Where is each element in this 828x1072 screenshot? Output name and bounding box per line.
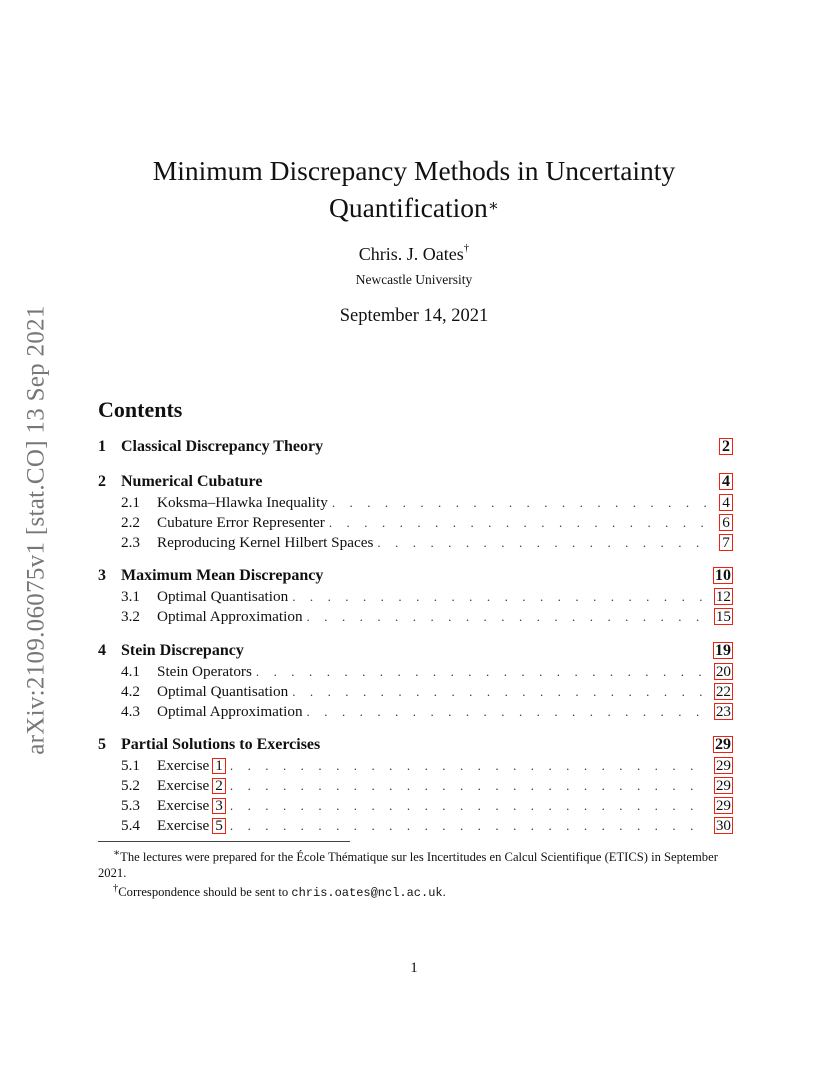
toc-subsection-number: 4.3: [121, 702, 140, 720]
toc-section-entry[interactable]: [98, 736, 733, 757]
toc-section-number: 5: [98, 736, 106, 754]
dot-leaders: [307, 704, 704, 720]
dot-leaders: [230, 778, 704, 794]
toc-subsection-entry[interactable]: [98, 514, 733, 534]
toc-section-entry[interactable]: [98, 567, 733, 588]
toc-subsection-entry[interactable]: [98, 534, 733, 554]
toc-subsection-title: Optimal Quantisation: [157, 682, 289, 700]
footnote-1: [98, 846, 734, 881]
footnote-1-mark: ∗: [113, 848, 121, 859]
toc-page-link[interactable]: 30: [715, 816, 731, 834]
footnotes: [98, 846, 734, 901]
toc-subsection-title: Cubature Error Representer: [157, 513, 325, 531]
toc-section: [98, 736, 733, 836]
toc-section-title: Stein Discrepancy: [121, 641, 244, 659]
toc-subsection-title: Optimal Quantisation: [157, 588, 289, 606]
correspondence-email[interactable]: chris.oates@ncl.ac.uk: [291, 886, 443, 901]
toc-subsection-number: 2.2: [121, 513, 140, 531]
toc-section-number: 3: [98, 567, 106, 585]
footnote-2: [98, 881, 734, 901]
toc-subsection-number: 4.2: [121, 682, 140, 700]
author-name: [0, 244, 828, 265]
title-line-1: Minimum Discrepancy Methods in Uncertainty: [152, 155, 676, 186]
contents-heading: Contents: [98, 397, 183, 422]
dot-leaders: [377, 535, 709, 551]
toc-subsection-number: 3.1: [121, 588, 140, 606]
paper-date: September 14, 2021: [339, 306, 489, 326]
toc-subsection-entry[interactable]: [98, 608, 733, 628]
toc-section-number: 4: [98, 641, 106, 659]
toc-page-link[interactable]: 19: [715, 641, 731, 659]
toc-page-link[interactable]: 29: [715, 777, 731, 795]
toc-section-entry[interactable]: [98, 438, 733, 459]
toc-page-link[interactable]: 29: [715, 736, 731, 754]
toc-subsection-entry[interactable]: [98, 817, 733, 837]
exercise-reference-link[interactable]: 2: [212, 778, 226, 794]
toc-subsection-title: Stein Operators: [157, 662, 252, 680]
toc-subsection-entry[interactable]: [98, 797, 733, 817]
toc-section-title: Classical Discrepancy Theory: [121, 438, 324, 455]
toc-subsection-title: Reproducing Kernel Hilbert Spaces: [157, 533, 374, 551]
toc-subsection-title: Koksma–Hlawka Inequality: [157, 494, 328, 511]
toc-section-title: Partial Solutions to Exercises: [121, 736, 321, 754]
dot-leaders: [292, 589, 704, 605]
dot-leaders: [307, 609, 704, 625]
arxiv-identifier: arXiv:2109.06075v1 [stat.CO] 13 Sep 2021: [23, 305, 50, 755]
exercise-reference-link[interactable]: 3: [212, 798, 226, 814]
toc-page-link[interactable]: 29: [715, 757, 731, 775]
title-line-2: [100, 189, 728, 226]
author-footnote-mark[interactable]: †: [463, 242, 470, 254]
toc-subsection-number: 2.3: [121, 533, 140, 551]
toc-page-link[interactable]: 22: [715, 682, 731, 700]
toc-subsection-title: Optimal Approximation: [157, 702, 303, 720]
author-name-text: Chris. J. Oates: [358, 244, 464, 264]
dot-leaders: [256, 664, 704, 680]
toc-section-number: 2: [98, 473, 106, 490]
toc-section-title: Numerical Cubature: [121, 473, 263, 490]
table-of-contents: [98, 438, 733, 851]
exercise-reference-link[interactable]: 1: [212, 758, 226, 774]
exercise-reference-link[interactable]: 5: [212, 818, 226, 834]
toc-page-link[interactable]: 4: [719, 494, 733, 511]
toc-subsection-entry[interactable]: [98, 588, 733, 608]
toc-page-link[interactable]: 29: [715, 796, 731, 814]
toc-page-link[interactable]: 2: [719, 438, 733, 455]
toc-subsection-number: 4.1: [121, 662, 140, 680]
toc-section: [98, 567, 733, 628]
toc-page-link[interactable]: 7: [719, 534, 733, 551]
toc-page-link[interactable]: 15: [715, 608, 731, 626]
title-footnote-mark[interactable]: ∗: [487, 196, 500, 215]
toc-subsection-number: 5.1: [121, 757, 140, 775]
toc-subsection-entry[interactable]: [98, 494, 733, 514]
footnote-2-suffix: .: [442, 885, 446, 900]
footnote-2-mark: †: [113, 883, 119, 895]
toc-subsection-number: 2.1: [121, 494, 140, 511]
toc-subsection-number: 5.2: [121, 777, 140, 795]
toc-subsection-number: 5.4: [121, 816, 140, 834]
title-line-2-text: Quantification: [328, 192, 488, 223]
toc-section: [98, 438, 733, 459]
toc-page-link[interactable]: 20: [715, 662, 731, 680]
toc-subsection-entry[interactable]: [98, 663, 733, 683]
toc-subsection-entry[interactable]: [98, 757, 733, 777]
dot-leaders: [230, 818, 704, 834]
toc-subsection-number: 3.2: [121, 608, 140, 626]
author-affiliation: Newcastle University: [355, 272, 473, 287]
toc-section-entry[interactable]: [98, 473, 733, 494]
toc-section: [98, 642, 733, 722]
toc-page-link[interactable]: 4: [719, 473, 733, 490]
toc-page-link[interactable]: 6: [719, 514, 733, 531]
footnote-2-prefix: Correspondence should be sent to: [118, 885, 292, 900]
toc-subsection-number: 5.3: [121, 796, 140, 814]
toc-section-title: Maximum Mean Discrepancy: [121, 567, 324, 585]
toc-page-link[interactable]: 10: [715, 567, 731, 585]
toc-subsection-title: Exercise: [157, 796, 210, 814]
toc-subsection-entry[interactable]: [98, 703, 733, 723]
footnote-divider: [98, 841, 350, 842]
footnote-1-text: The lectures were prepared for the École Thématique sur les Incertitudes en Calcul Scientifique (ETICS) in September 2021.: [98, 850, 718, 881]
toc-subsection-title: Exercise: [157, 757, 210, 775]
toc-section-entry[interactable]: [98, 642, 733, 663]
toc-subsection-title: Optimal Approximation: [157, 608, 303, 626]
toc-subsection-entry[interactable]: [98, 683, 733, 703]
dot-leaders: [292, 684, 704, 700]
toc-subsection-entry[interactable]: [98, 777, 733, 797]
toc-subsection-title: Exercise: [157, 777, 210, 795]
dot-leaders: [329, 515, 709, 531]
toc-page-link[interactable]: 12: [715, 588, 731, 606]
arxiv-sidebar-stamp: [20, 284, 54, 776]
toc-section-number: 1: [98, 438, 106, 455]
toc-section: [98, 473, 733, 553]
toc-page-link[interactable]: 23: [715, 702, 731, 720]
dot-leaders: [230, 798, 704, 814]
toc-subsection-title: Exercise: [157, 816, 210, 834]
dot-leaders: [230, 758, 704, 774]
paper-title: [100, 152, 728, 226]
dot-leaders: [332, 495, 709, 511]
page-number: 1: [410, 960, 418, 976]
